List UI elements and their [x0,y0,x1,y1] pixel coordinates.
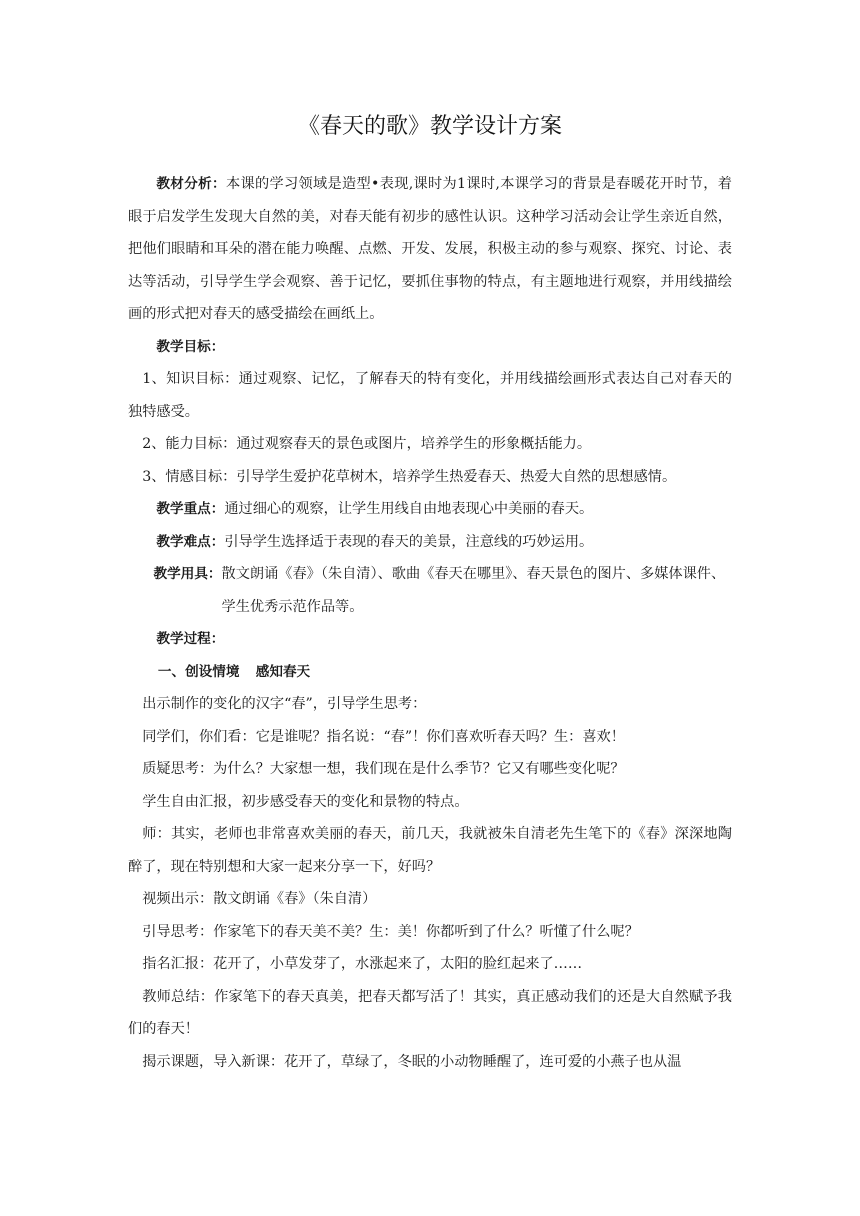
process-paragraph: 视频出示：散文朗诵《春》（朱自清） [142,891,377,907]
analysis-label: 教材分析： [156,176,226,192]
objectives-heading [128,331,732,364]
section-heading-part-2: 感知春天 [255,663,311,680]
analysis-paragraph [128,168,732,331]
document-title: 《春天的歌》教学设计方案 [297,114,562,139]
objectives-label: 教学目标： [156,338,225,355]
process-paragraph: 教师总结：作家笔下的春天真美，把春天都写活了！其实，真正感动我们的还是大自然赋予我们的春天！ [128,988,732,1037]
process-heading [128,623,732,656]
materials-label: 教学用具： [153,566,222,582]
process-paragraph: 师：其实，老师也非常喜欢美丽的春天，前几天，我就被朱自清老先生笔下的《春》深深地陶醉了，现在特别想和大家一起来分享一下，好吗？ [128,826,732,875]
difficulty-paragraph [128,526,732,559]
analysis-text: 本课的学习领域是造型•表现,课时为1课时,本课学习的背景是春暖花开时节，着眼于启发学生发现大自然的美，对春天能有初步的感性认识。这种学习活动会让学生亲近自然，把他们眼睛和耳朵的潜在能力唤醒、点燃、开发、发展，积极主动的参与观察、探究、讨论、表达等活动，引导学生学会观察、善于记忆，要抓住事物的特点，有主题地进行观察，并用线描绘画的形式把对春天的感受描绘在画纸上。 [128,176,732,322]
process-paragraph: 同学们，你们看：它是谁呢？指名说：“春”！你们喜欢听春天吗？生：喜欢！ [142,728,625,745]
process-paragraph: 指名汇报：花开了，小草发芽了，水涨起来了，太阳的脸红起来了…… [142,956,583,972]
process-paragraph: 出示制作的变化的汉字“春”，引导学生思考： [142,696,427,712]
process-paragraph: 质疑思考：为什么？大家想一想，我们现在是什么季节？它又有哪些变化呢？ [142,761,625,777]
key-point-label: 教学重点： [156,501,225,517]
difficulty-label: 教学难点： [156,533,225,550]
process-paragraph: 引导思考：作家笔下的春天美不美？生：美！你都听到了什么？听懂了什么呢？ [142,923,639,940]
materials-paragraph [128,558,732,623]
objective-item: 3、情感目标：引导学生爱护花草树木，培养学生热爱春天、热爱大自然的思想感情。 [142,468,677,485]
materials-text: 散文朗诵《春》（朱自清）、歌曲《春天在哪里》、春天景色的图片、多媒体课件、学生优秀示范作品等。 [221,566,726,615]
objective-item: 1、知识目标：通过观察、记忆，了解春天的特有变化，并用线描绘画形式表达自己对春天的独特感受。 [128,371,732,420]
objective-item: 2、能力目标：通过观察春天的景色或图片，培养学生的形象概括能力。 [142,436,592,452]
process-paragraph: 学生自由汇报，初步感受春天的变化和景物的特点。 [142,793,469,810]
section-heading [128,656,732,689]
section-heading-part-1: 一、创设情境 [157,663,240,680]
key-point-text: 通过细心的观察，让学生用线自由地表现心中美丽的春天。 [224,501,594,517]
process-paragraph: 揭示课题，导入新课：花开了，草绿了，冬眠的小动物睡醒了，连可爱的小燕子也从温 [142,1053,682,1070]
document-body [128,168,732,1078]
process-label: 教学过程： [156,631,225,647]
difficulty-text: 引导学生选择适于表现的春天的美景，注意线的巧妙运用。 [224,533,594,550]
key-point-paragraph [128,493,732,526]
